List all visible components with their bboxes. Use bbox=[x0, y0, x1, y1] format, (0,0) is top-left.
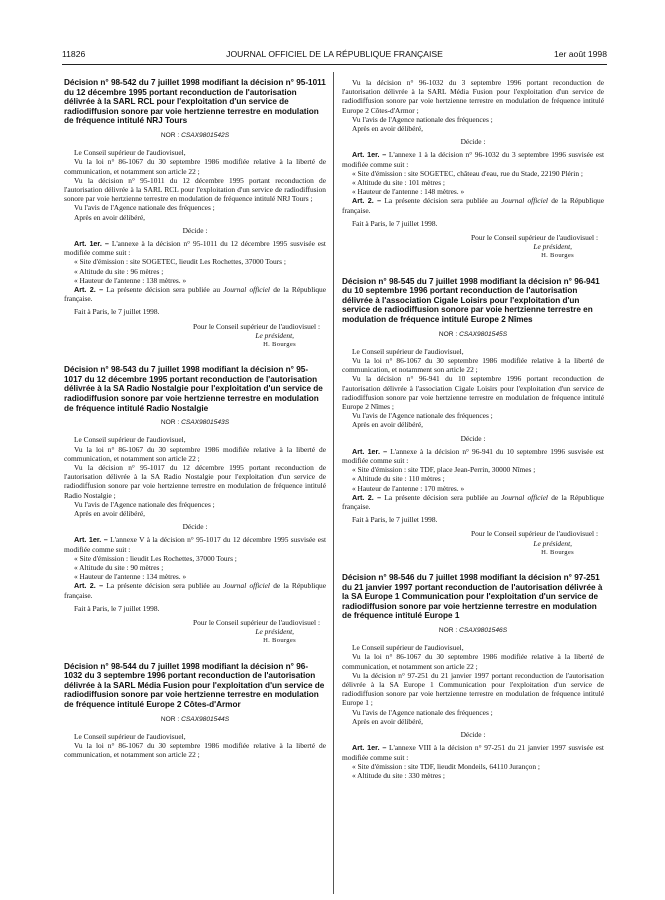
signature-block bbox=[342, 233, 604, 261]
quote-line: « Altitude du site : 96 mètres ; bbox=[74, 266, 164, 276]
article-label: Art. 1er. – bbox=[352, 446, 388, 456]
decision-98-546 bbox=[342, 573, 604, 780]
article-label: Art. 1er. – bbox=[352, 150, 387, 160]
nor-reference: NOR : CSAX9801545S bbox=[438, 330, 508, 338]
header-rule bbox=[62, 64, 607, 65]
decision-title: Décision n° 98-545 du 7 juillet 1998 modifiant la décision n° 96-941 du 10 septembre 1996 portant reconduction de l'autorisation délivrée à l'association Cigale Loisirs pour l'exploitation d'un service de radiodiffusion sonore par voie hertzienne terrestre en modulation de fréquence intitulé Europe 2 Nîmes bbox=[342, 276, 600, 325]
quote-line: « Site d'émission : site TDF, place Jean-Perrin, 30000 Nîmes ; bbox=[352, 465, 536, 475]
nor-code: CSAX9801542S bbox=[181, 131, 230, 139]
article-1: Art. 1er. – L'annexe V à la décision n° 95-1017 du 12 décembre 1995 susvisée est modifiée comme suit : bbox=[64, 535, 327, 554]
decision-title: Décision n° 98-543 du 7 juillet 1998 modifiant la décision n° 95-1017 du 12 décembre 1995 portant reconduction de l'autorisation délivrée à la SA Radio Nostalgie pour l'exploitation d'un service de radiodiffusion sonore par voie hertzienne terrestre en modulation de fréquence intitulé Radio Nostalgie bbox=[64, 365, 323, 413]
signature-role: Le président, bbox=[255, 330, 294, 340]
paragraph: Vu la décision n° 95-1011 du 12 décembre 1995 portant reconduction de l'autorisation délivrée à la SARL RCL pour l'exploitation d'un service de radiodiffusion sonore par voie hertzienne terrestre en modulation de fréquence intitulé NRJ Tours ; bbox=[64, 175, 326, 204]
signature-org: Pour le Conseil supérieur de l'audiovisuel : bbox=[471, 233, 598, 243]
left-column bbox=[64, 78, 326, 759]
nor-code: CSAX9801543S bbox=[181, 419, 230, 427]
quote-line: « Hauteur de l'antenne : 138 mètres. » bbox=[74, 275, 187, 285]
article-label: Art. 2. – bbox=[74, 581, 104, 591]
signature-role: Le président, bbox=[533, 538, 572, 548]
decide-heading: Décide : bbox=[182, 225, 208, 235]
quote-line: « Site d'émission : site SOGETEC, lieudit Les Rochettes, 37000 Tours ; bbox=[74, 257, 286, 267]
decision-98-544-continued bbox=[342, 78, 604, 261]
paragraph: Le Conseil supérieur de l'audiovisuel, bbox=[74, 148, 186, 158]
nor-code: CSAX9801544S bbox=[181, 715, 230, 723]
quote-line: « Altitude du site : 101 mètres ; bbox=[352, 178, 445, 188]
nor-reference: NOR : CSAX9801543S bbox=[160, 419, 230, 427]
paragraph: Vu la loi n° 86-1067 du 30 septembre 1986 modifiée relative à la liberté de communication, et notamment son article 22 ; bbox=[64, 157, 326, 176]
column-separator bbox=[333, 72, 334, 894]
quote-line: « Site d'émission : site TDF, lieudit Mondeils, 64110 Jurançon ; bbox=[352, 761, 540, 771]
page-number: 11826 bbox=[62, 49, 86, 59]
article-1: Art. 1er. – L'annexe à la décision n° 96-941 du 10 septembre 1996 susvisée est modifiée comme suit : bbox=[342, 446, 604, 466]
paragraph: Vu la loi n° 86-1067 du 30 septembre 1986 modifiée relative à la liberté de communication, et notamment son article 22 ; bbox=[64, 741, 326, 760]
quote-line: « Hauteur de l'antenne : 170 mètres. » bbox=[352, 483, 465, 493]
decision-98-545 bbox=[342, 277, 604, 557]
paragraph: Vu l'avis de l'Agence nationale des fréquences ; bbox=[352, 114, 493, 124]
signature-org: Pour le Conseil supérieur de l'audiovisuel : bbox=[193, 618, 320, 628]
article-label: Art. 2. – bbox=[352, 196, 382, 206]
article-2: Art. 2. – La présente décision sera publiée au Journal officiel de la République française. bbox=[64, 285, 326, 304]
paragraph: Après en avoir délibéré, bbox=[74, 509, 146, 519]
done-at: Fait à Paris, le 7 juillet 1998. bbox=[74, 603, 160, 613]
signature-name: H. Bourges bbox=[263, 341, 296, 349]
journal-title: JOURNAL OFFICIEL DE LA RÉPUBLIQUE FRANÇAISE bbox=[226, 49, 443, 59]
right-column bbox=[342, 78, 604, 780]
paragraph: Vu la décision n° 95-1017 du 12 décembre 1995 portant reconduction de l'autorisation délivrée à la SA Radio Nostalgie pour l'exploitation d'un service de radiodiffusion sonore par voie hertzienne terrestre en modulation de fréquence intitulé Radio Nostalgie ; bbox=[64, 463, 326, 500]
paragraph: Vu l'avis de l'Agence nationale des fréquences ; bbox=[352, 411, 493, 421]
paragraph: Vu l'avis de l'Agence nationale des fréquences ; bbox=[352, 707, 493, 717]
paragraph: Vu la loi n° 86-1067 du 30 septembre 1986 modifiée relative à la liberté de communication, et notamment son article 22 ; bbox=[342, 652, 604, 671]
paragraph: Vu l'avis de l'Agence nationale des fréquences ; bbox=[74, 499, 215, 509]
nor-reference: NOR : CSAX9801542S bbox=[160, 131, 230, 139]
quote-line: « Hauteur de l'antenne : 134 mètres. » bbox=[74, 572, 187, 582]
article-label: Art. 1er. – bbox=[74, 535, 108, 545]
decide-heading: Décide : bbox=[460, 137, 486, 147]
paragraph: Le Conseil supérieur de l'audiovisuel, bbox=[352, 346, 464, 356]
article-label: Art. 1er. – bbox=[352, 743, 387, 753]
decide-heading: Décide : bbox=[460, 730, 486, 740]
signature-org: Pour le Conseil supérieur de l'audiovisuel : bbox=[471, 529, 598, 539]
signature-role: Le président, bbox=[255, 627, 294, 637]
issue-date: 1er août 1998 bbox=[553, 49, 607, 59]
article-2: Art. 2. – La présente décision sera publiée au Journal officiel de la République française. bbox=[64, 581, 326, 600]
decision-title: Décision n° 98-544 du 7 juillet 1998 modifiant la décision n° 96-1032 du 3 septembre 1996 portant reconduction de l'autorisation délivrée à la SARL Média Fusion pour l'exploitation d'un service de radiodiffusion sonore par voie hertzienne terrestre en modulation de fréquence intitulé Europe 2 Côtes-d'Armor bbox=[64, 661, 325, 710]
article-2: Art. 2. – La présente décision sera publiée au Journal officiel de la République française. bbox=[342, 196, 604, 215]
signature-block bbox=[342, 529, 604, 557]
decide-heading: Décide : bbox=[182, 522, 208, 532]
signature-name: H. Bourges bbox=[541, 548, 574, 556]
done-at: Fait à Paris, le 7 juillet 1998. bbox=[352, 515, 438, 525]
quote-line: « Site d'émission : site SOGETEC, château d'eau, rue du Stade, 22190 Plérin ; bbox=[352, 168, 583, 178]
signature-name: H. Bourges bbox=[263, 637, 296, 645]
paragraph: Vu la décision n° 96-941 du 10 septembre 1996 portant reconduction de l'autorisation délivrée à l'association Cigale Loisirs pour l'exploitation d'un service de radiodiffusion sonore par voie hertzienne terrestre en modulation de fréquence intitulé Europe 2 Nîmes ; bbox=[342, 374, 604, 412]
quote-line: « Altitude du site : 90 mètres ; bbox=[74, 563, 164, 573]
article-label: Art. 1er. – bbox=[74, 239, 109, 248]
paragraph: Vu la décision n° 97-251 du 21 janvier 1997 portant reconduction de l'autorisation délivrée à la SA Europe 1 Communication pour l'exploitation d'un service de radiodiffusion sonore par voie hertzienne terrestre en modulation de fréquence intitulé Europe 1 ; bbox=[342, 670, 604, 708]
decide-heading: Décide : bbox=[460, 433, 486, 443]
decision-title: Décision n° 98-542 du 7 juillet 1998 modifiant la décision n° 95-1011 du 12 décembre 1995 portant reconduction de l'autorisation délivrée à la SARL RCL pour l'exploitation d'un service de radiodiffusion sonore par voie hertzienne terrestre en modulation de fréquence intitulé NRJ Tours bbox=[64, 78, 326, 126]
article-1: Art. 1er. – L'annexe 1 à la décision n° 96-1032 du 3 septembre 1996 susvisée est modifiée comme suit : bbox=[342, 150, 604, 169]
paragraph: Le Conseil supérieur de l'audiovisuel, bbox=[74, 731, 186, 741]
paragraph: Le Conseil supérieur de l'audiovisuel, bbox=[74, 435, 186, 445]
nor-code: CSAX9801546S bbox=[459, 627, 508, 635]
nor-reference: NOR : CSAX9801544S bbox=[160, 715, 230, 723]
decision-title: Décision n° 98-546 du 7 juillet 1998 modifiant la décision n° 97-251 du 21 janvier 1997 portant reconduction de l'autorisation délivrée à la SA Europe 1 Communication pour l'exploitation d'un service de radiodiffusion sonore par voie hertzienne terrestre en modulation de fréquence intitulé Europe 1 bbox=[342, 573, 603, 621]
nor-code: CSAX9801545S bbox=[459, 330, 508, 338]
paragraph: Vu la loi n° 86-1067 du 30 septembre 1986 modifiée relative à la liberté de communication, et notamment son article 22 ; bbox=[342, 356, 604, 375]
paragraph: Vu l'avis de l'Agence nationale des fréquences ; bbox=[74, 203, 215, 213]
page-header bbox=[62, 47, 607, 63]
signature-role: Le président, bbox=[533, 242, 572, 252]
decision-98-543 bbox=[64, 365, 326, 645]
signature-name: H. Bourges bbox=[541, 252, 574, 260]
article-1: Art. 1er. – L'annexe à la décision n° 95-1011 du 12 décembre 1995 susvisée est modifiée comme suit : bbox=[64, 239, 326, 258]
quote-line: « Hauteur de l'antenne : 148 mètres. » bbox=[352, 187, 465, 197]
done-at: Fait à Paris, le 7 juillet 1998. bbox=[352, 218, 438, 228]
quote-line: « Altitude du site : 110 mètres ; bbox=[352, 474, 445, 484]
signature-block bbox=[64, 322, 326, 350]
paragraph: Après en avoir délibéré, bbox=[352, 716, 424, 726]
article-label: Art. 2. – bbox=[74, 285, 104, 295]
article-2: Art. 2. – La présente décision sera publiée au Journal officiel de la République française. bbox=[342, 492, 604, 512]
done-at: Fait à Paris, le 7 juillet 1998. bbox=[74, 307, 160, 317]
paragraph: Après en avoir délibéré, bbox=[352, 420, 424, 430]
decision-98-544 bbox=[64, 662, 326, 760]
nor-reference: NOR : CSAX9801546S bbox=[438, 627, 508, 635]
signature-org: Pour le Conseil supérieur de l'audiovisuel : bbox=[193, 321, 320, 331]
quote-line: « Altitude du site : 330 mètres ; bbox=[352, 770, 445, 780]
article-1: Art. 1er. – L'annexe VIII à la décision n° 97-251 du 21 janvier 1997 susvisée est modifiée comme suit : bbox=[342, 743, 604, 762]
paragraph: Après en avoir délibéré, bbox=[74, 212, 146, 222]
paragraph: Vu la décision n° 96-1032 du 3 septembre 1996 portant reconduction de l'autorisation délivrée à la SARL Média Fusion pour l'exploitation d'un service de radiodiffusion sonore par voie hertzienne terrestre en modulation de fréquence intitulé Europe 2 Côtes-d'Armor ; bbox=[342, 78, 604, 115]
quote-line: « Site d'émission : lieudit Les Rochettes, 37000 Tours ; bbox=[74, 553, 237, 563]
paragraph: Vu la loi n° 86-1067 du 30 septembre 1986 modifiée relative à la liberté de communication, et notamment son article 22 ; bbox=[64, 444, 326, 463]
paragraph: Après en avoir délibéré, bbox=[352, 124, 424, 134]
paragraph: Le Conseil supérieur de l'audiovisuel, bbox=[352, 643, 464, 653]
decision-98-542 bbox=[64, 78, 326, 349]
signature-block bbox=[64, 618, 326, 646]
article-label: Art. 2. – bbox=[352, 492, 382, 502]
